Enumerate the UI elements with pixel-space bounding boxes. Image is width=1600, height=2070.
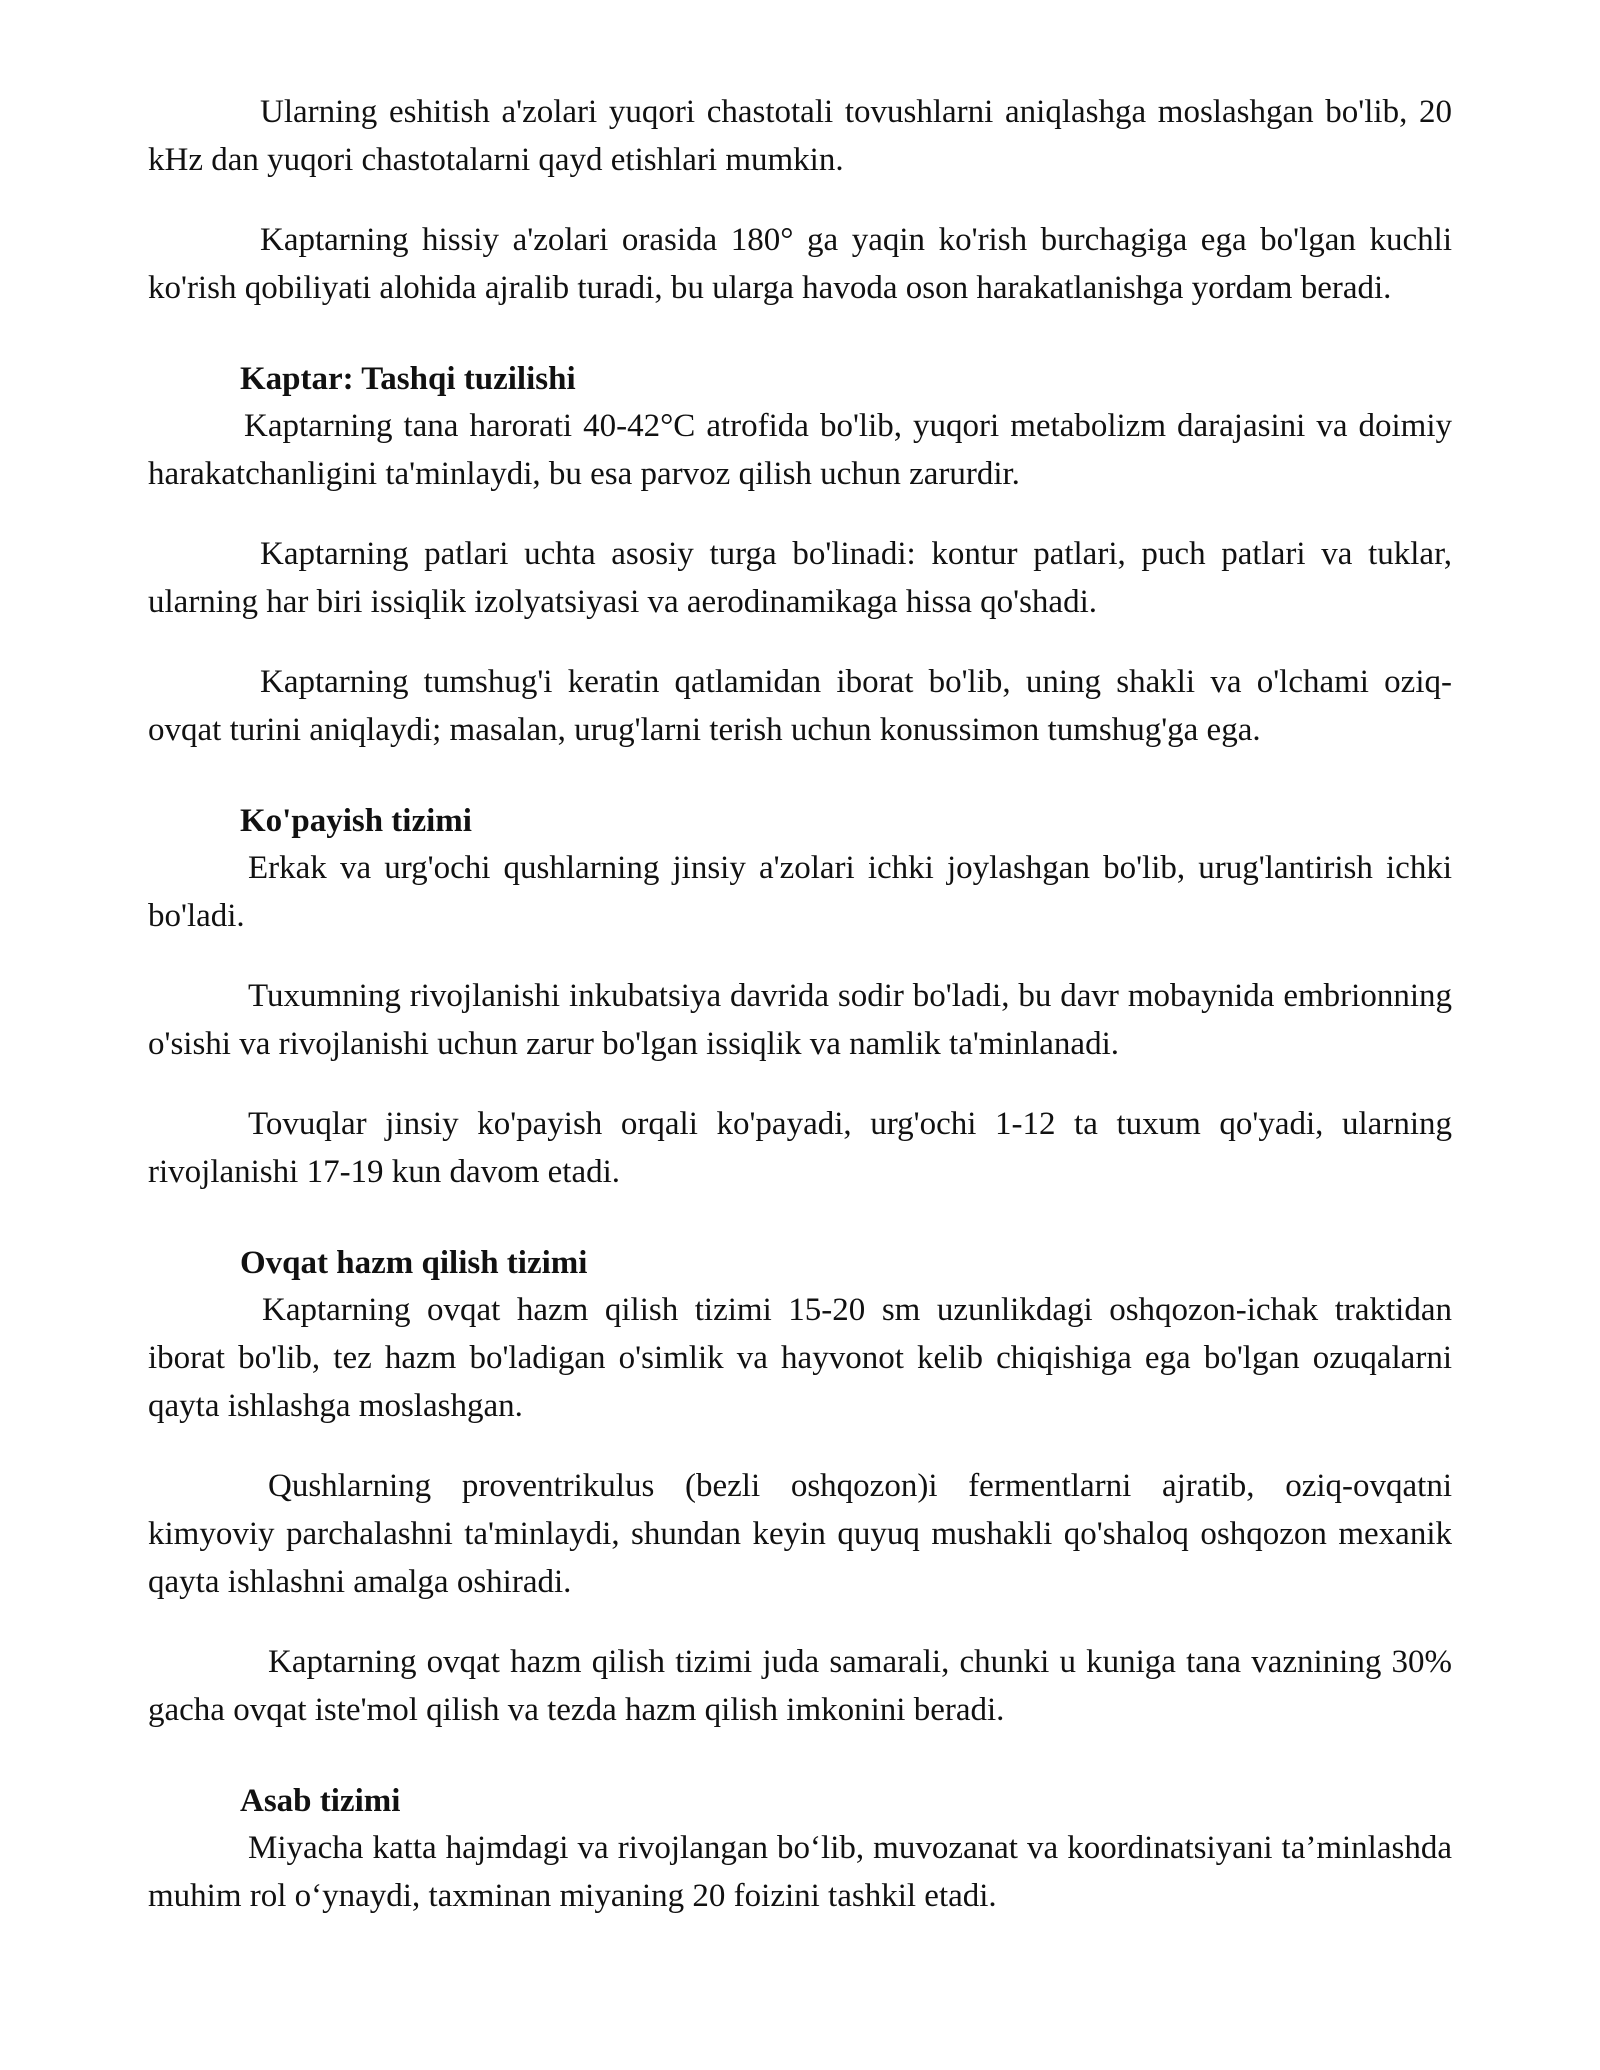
section-heading-reproduction: Ko'payish tizimi (240, 803, 472, 839)
section-heading-external-structure: Kaptar: Tashqi tuzilishi (240, 361, 576, 397)
paragraph-digestion-efficiency: Kaptarning ovqat hazm qilish tizimi juda samarali, chunki u kuniga tana vaznining 30% gacha ovqat iste'mol qilish va tezda hazm qilish imkonini beradi. (148, 1644, 1452, 1728)
paragraph-egg-laying: Tovuqlar jinsiy ko'payish orqali ko'payadi, urg'ochi 1-12 ta tuxum qo'yadi, ularning rivojlanishi 17-19 kun davom etadi. (148, 1106, 1452, 1190)
paragraph-reproductive-organs: Erkak va urg'ochi qushlarning jinsiy a'zolari ichki joylashgan bo'lib, urug'lantirish ichki bo'ladi. (148, 850, 1452, 934)
paragraph-beak: Kaptarning tumshug'i keratin qatlamidan iborat bo'lib, uning shakli va o'lchami oziq-ovqat turini aniqlaydi; masalan, urug'larni terish uchun konussimon tumshug'ga ega. (148, 664, 1452, 748)
paragraph-hearing: Ularning eshitish a'zolari yuqori chastotali tovushlarni aniqlashga moslashgan bo'lib, 20 kHz dan yuqori chastotalarni qayd etishlari mumkin. (148, 94, 1452, 178)
paragraph-vision: Kaptarning hissiy a'zolari orasida 180° ga yaqin ko'rish burchagiga ega bo'lgan kuchli ko'rish qobiliyati alohida ajralib turadi, bu ularga havoda oson harakatlanishga yordam beradi. (148, 222, 1452, 306)
section-heading-nervous-system: Asab tizimi (240, 1783, 401, 1819)
paragraph-egg-development: Tuxumning rivojlanishi inkubatsiya davrida sodir bo'ladi, bu davr mobaynida embrionning o'sishi va rivojlanishi uchun zarur bo'lgan issiqlik va namlik ta'minlanadi. (148, 978, 1452, 1062)
paragraph-feathers: Kaptarning patlari uchta asosiy turga bo'linadi: kontur patlari, puch patlari va tuklar, ularning har biri issiqlik izolyatsiyasi va aerodinamikaga hissa qo'shadi. (148, 536, 1452, 620)
paragraph-digestive-tract: Kaptarning ovqat hazm qilish tizimi 15-20 sm uzunlikdagi oshqozon-ichak traktidan iborat bo'lib, tez hazm bo'ladigan o'simlik va hayvonot kelib chiqishiga ega bo'lgan ozuqalarni qayta ishlashga moslashgan. (148, 1292, 1452, 1424)
paragraph-cerebellum: Miyacha katta hajmdagi va rivojlangan bo‘lib, muvozanat va koordinatsiyani ta’minlashda muhim rol o‘ynaydi, taxminan miyaning 20 foizini tashkil etadi. (148, 1830, 1452, 1914)
document-page (148, 88, 1452, 1920)
section-heading-digestion: Ovqat hazm qilish tizimi (240, 1245, 588, 1281)
paragraph-proventriculus: Qushlarning proventrikulus (bezli oshqozon)i fermentlarni ajratib, oziq-ovqatni kimyoviy parchalashni ta'minlaydi, shundan keyin quyuq mushakli qo'shaloq oshqozon mexanik qayta ishlashni amalga oshiradi. (148, 1468, 1452, 1600)
paragraph-body-temperature: Kaptarning tana harorati 40-42°C atrofida bo'lib, yuqori metabolizm darajasini va doimiy harakatchanligini ta'minlaydi, bu esa parvoz qilish uchun zarurdir. (148, 408, 1452, 492)
